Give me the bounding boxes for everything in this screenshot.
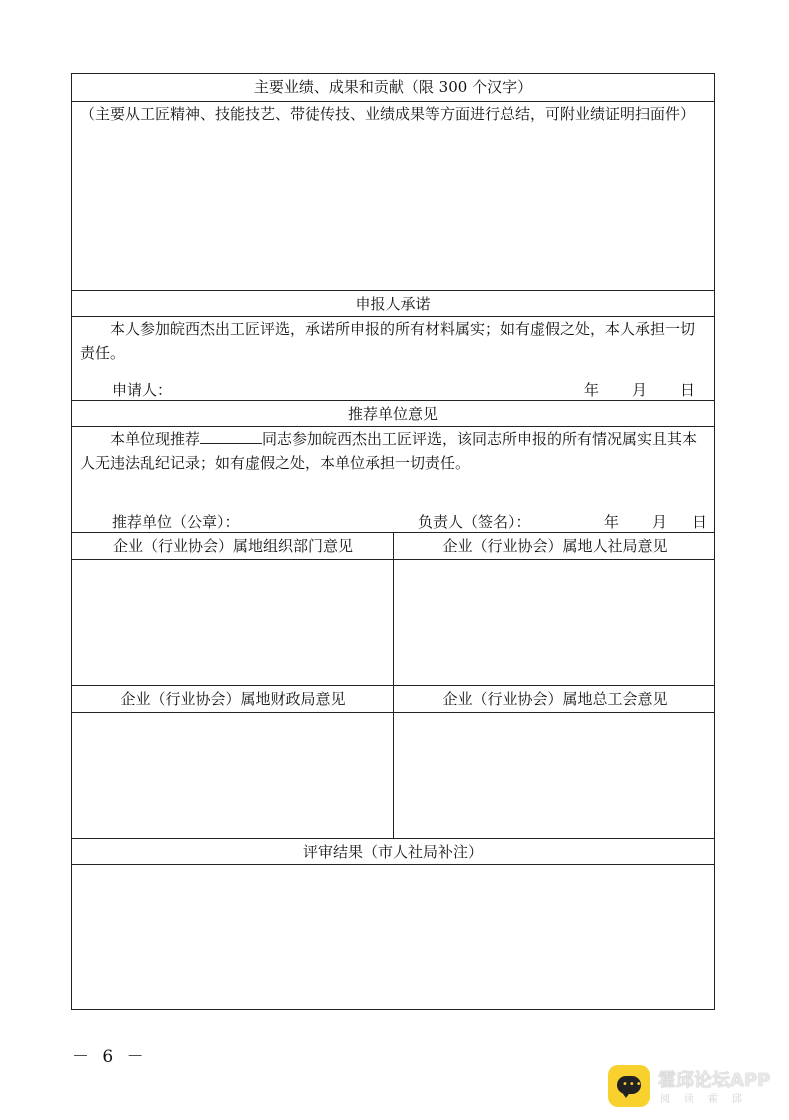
achievements-header (72, 74, 714, 102)
hr-bureau-opinion-area[interactable] (394, 560, 716, 685)
review-result-area[interactable] (72, 865, 714, 1009)
chat-dots: ••• (622, 1079, 643, 1090)
achievements-input-area[interactable] (72, 150, 714, 290)
trade-union-opinion-area[interactable] (394, 713, 716, 838)
pledge-month: 月 (632, 381, 648, 399)
pledge-year: 年 (584, 381, 600, 399)
recommendation-text (80, 427, 706, 475)
app-logo-icon (608, 1065, 650, 1107)
nominee-name-blank[interactable] (200, 427, 262, 444)
chat-bubble-tail (621, 1091, 631, 1098)
finance-bureau-opinion-title: 企业（行业协会）属地财政局意见 (120, 690, 346, 708)
recommendation-year: 年 (604, 513, 620, 531)
applicant-label: 申请人： (112, 381, 173, 399)
recommendation-text-before: 本单位现推荐 (110, 430, 201, 448)
achievements-instruction: （主要从工匠精神、技能技艺、带徒传技、业绩成果等方面进行总结，可附业绩证明扫面件） (80, 105, 696, 123)
achievements-title: 主要业绩、成果和贡献（限 300 个汉字） (253, 78, 533, 96)
org-dept-opinion-title: 企业（行业协会）属地组织部门意见 (112, 537, 353, 555)
app-watermark (608, 1062, 778, 1110)
trade-union-opinion-title: 企业（行业协会）属地总工会意见 (442, 690, 668, 708)
responsible-person-label: 负责人（签名）： (418, 513, 531, 531)
recommendation-day: 日 (692, 513, 708, 531)
recommendation-month: 月 (652, 513, 668, 531)
pledge-day: 日 (680, 381, 696, 399)
org-dept-opinion-area[interactable] (72, 560, 393, 685)
recommendation-title: 推荐单位意见 (347, 405, 438, 423)
hr-bureau-opinion-title: 企业（行业协会）属地人社局意见 (442, 537, 668, 555)
watermark-subtitle: 阅读霍邱 (660, 1094, 756, 1105)
pledge-header (72, 290, 714, 317)
finance-bureau-opinion-area[interactable] (72, 713, 393, 838)
review-header (72, 838, 714, 865)
page-number: － 6 － (72, 1047, 148, 1067)
recommendation-header (72, 400, 714, 427)
pledge-text: 本人参加皖西杰出工匠评选，承诺所申报的所有材料属实；如有虚假之处，本人承担一切责任。 (80, 320, 696, 362)
pledge-title: 申报人承诺 (355, 295, 431, 313)
review-title: 评审结果（市人社局补注） (302, 843, 483, 861)
applicant-signature-field[interactable] (172, 378, 572, 402)
recommendation-text-after: 同志参加皖西杰出工匠评选，该同志所申报的所有情况属实且其本人无违法乱纪记录；如有虚假之处，本单位承担一切责任。 (80, 430, 698, 472)
application-form-table (71, 73, 715, 1010)
recommending-unit-label: 推荐单位（公章）： (112, 513, 240, 531)
watermark-title: 霍邱论坛APP (658, 1070, 771, 1091)
